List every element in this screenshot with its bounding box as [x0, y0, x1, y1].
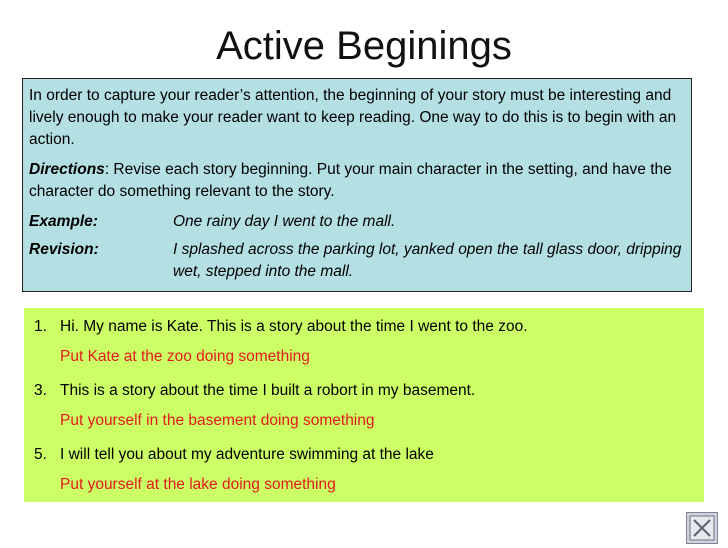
directions-text: : Revise each story beginning. Put your main character in the setting, and have the character do something relevant to the story. [29, 161, 672, 200]
page-title: Active Beginings [216, 24, 512, 68]
directions-paragraph [29, 159, 685, 203]
list-item [34, 444, 696, 466]
item-number: 5. [34, 446, 47, 463]
item-text: Hi. My name is Kate. This is a story about the time I went to the zoo. [60, 318, 528, 335]
intro-paragraph: In order to capture your reader’s attention, the beginning of your story must be interesting and lively enough to make your reader want to keep reading. One way to do this is to begin with an action. [29, 87, 677, 148]
revision-text: I splashed across the parking lot, yanked open the tall glass door, dripping wet, stepped into the mall. [173, 241, 682, 280]
example-text: One rainy day I went to the mall. [173, 213, 396, 230]
exercise-list [24, 308, 704, 502]
revision-row [29, 239, 685, 283]
directions-label: Directions [29, 161, 105, 178]
revision-label: Revision: [29, 241, 99, 258]
item-number: 3. [34, 382, 47, 399]
item-number: 1. [34, 318, 47, 335]
item-hint: Put yourself at the lake doing something [60, 476, 336, 493]
instructions-box [22, 78, 692, 292]
item-text: This is a story about the time I built a robort in my basement. [60, 382, 476, 399]
list-item [34, 316, 696, 338]
example-label: Example: [29, 213, 98, 230]
list-item [34, 380, 696, 402]
slide-end-nav-icon [687, 513, 717, 543]
item-hint: Put Kate at the zoo doing something [60, 348, 310, 365]
item-hint: Put yourself in the basement doing something [60, 412, 375, 429]
slide-end-nav-button[interactable] [686, 512, 718, 544]
item-text: I will tell you about my adventure swimming at the lake [60, 446, 434, 463]
example-row [29, 211, 685, 233]
